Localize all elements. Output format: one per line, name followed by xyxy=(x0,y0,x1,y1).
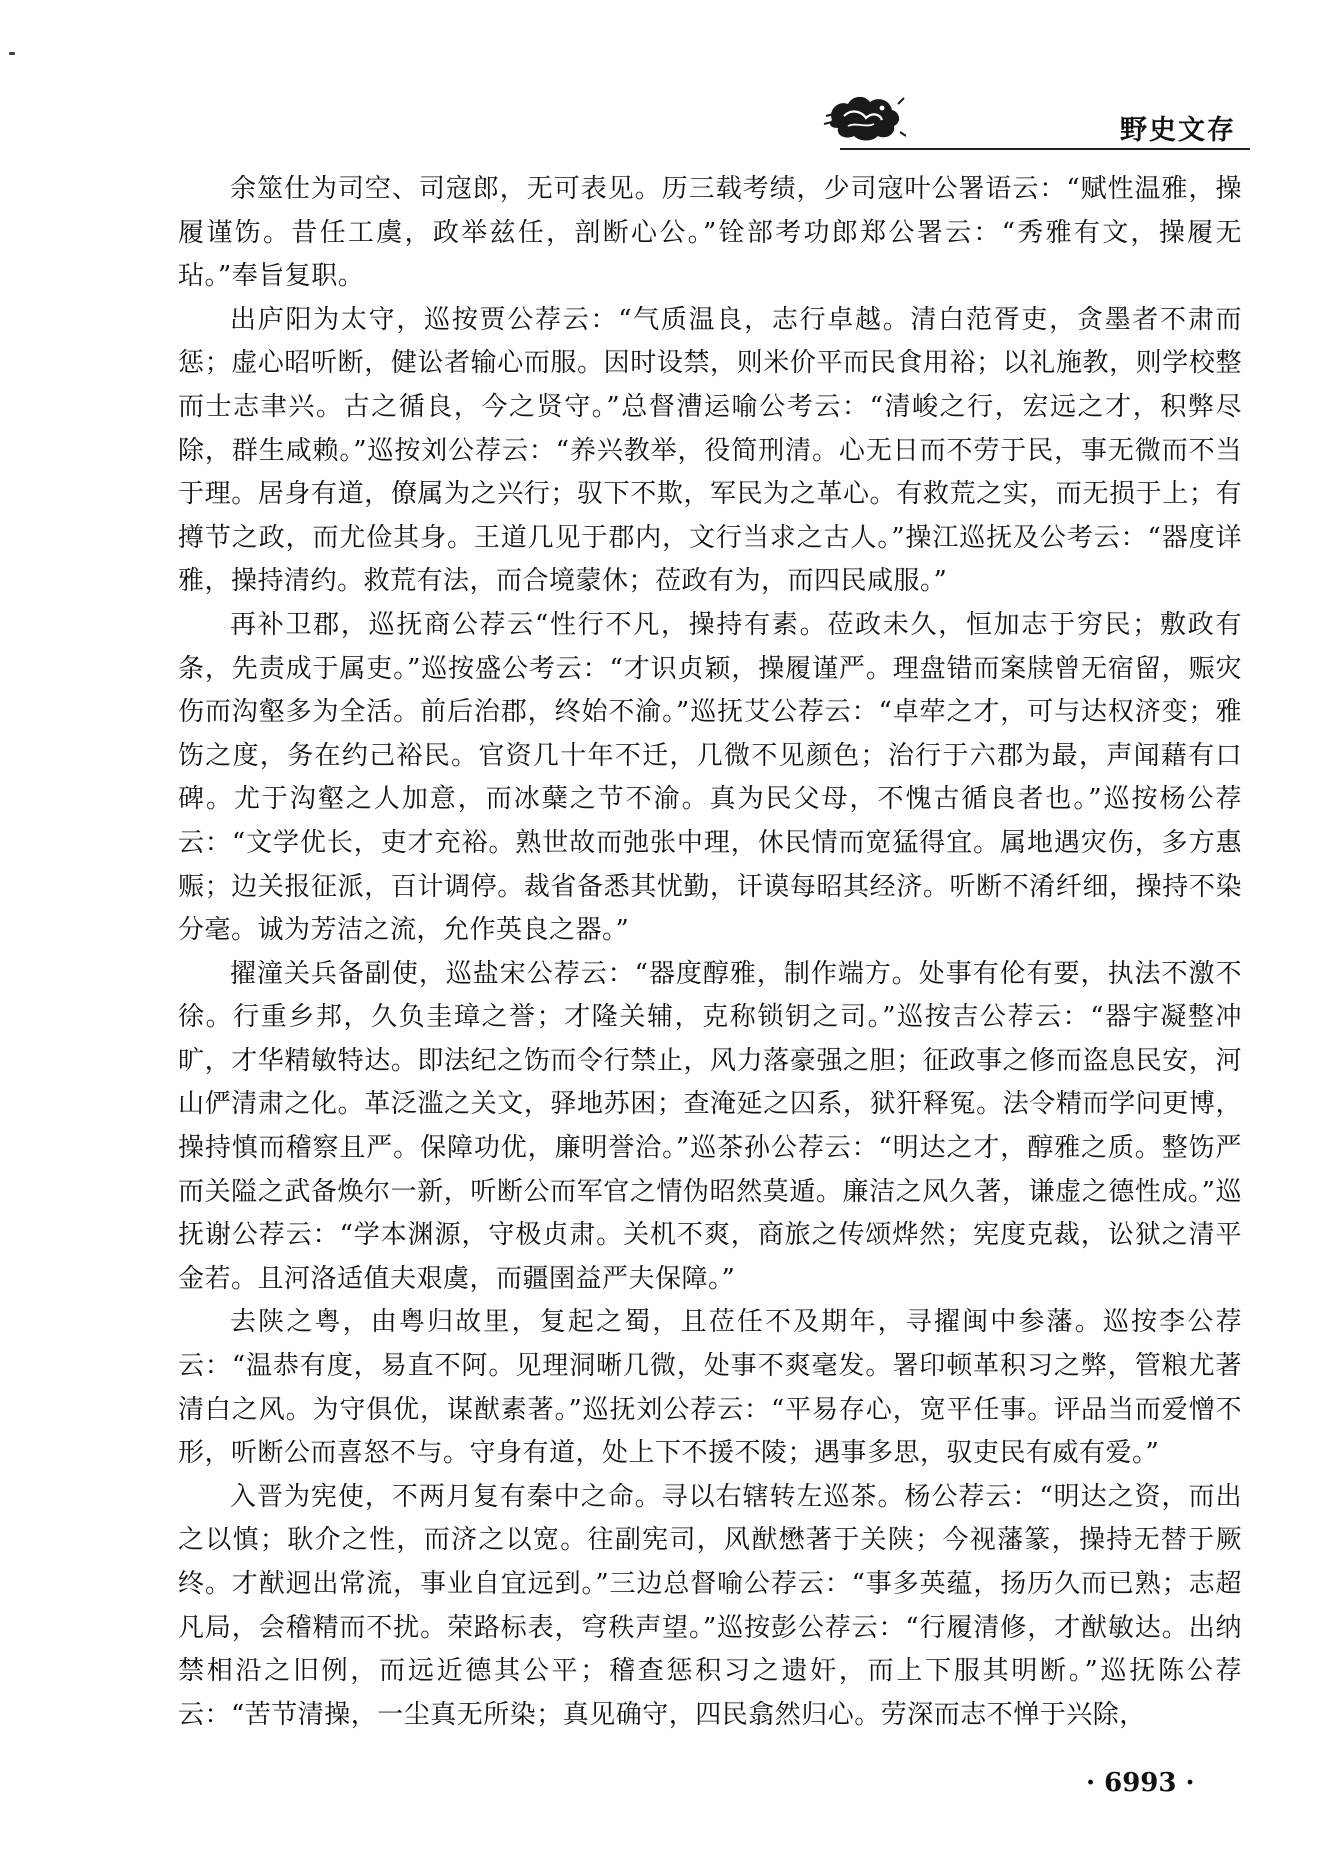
header-rule xyxy=(840,148,1250,150)
paragraph: 去陕之粤，由粤归故里，复起之蜀，且莅任不及期年，寻擢闽中参藩。巡按李公荐云：“温恭有度，易直不阿。见理洞晰几微，处事不爽毫发。署印顿革积习之弊，管粮尤著清白之风。为守俱优，谋猷素著。”巡抚刘公荐云：“平易存心，宽平任事。评品当而爱憎不形，听断公而喜怒不与。守身有道，处上下不援不陵；遇事多思，驭吏民有威有爱。” xyxy=(178,1307,1242,1469)
running-header-title: 野史文存 xyxy=(1120,115,1236,146)
paragraph: 余筮仕为司空、司寇郎，无可表见。历三载考绩，少司寇叶公署语云：“赋性温雅，操履谨饬。昔任工虞，政举兹任，剖断心公。”铨部考功郎郑公署云：“秀雅有文，操履无玷。”奉旨复职。 xyxy=(178,174,1242,292)
paragraph: 擢潼关兵备副使，巡盐宋公荐云：“器度醇雅，制作端方。处事有伦有要，执法不激不徐。行重乡邦，久负圭璋之誉；才隆关辅，克称锁钥之司。”巡按吉公荐云：“器宇凝整冲旷，才华精敏特达。即法纪之饬而令行禁止，风力落豪强之胆；征政事之修而盗息民安，河山俨清肃之化。革泛滥之关文，驿地苏困；查淹延之囚系，狱犴释冤。法令精而学问更博，操持慎而稽察且严。保障功优，廉明誉洽。”巡茶孙公荐云：“明达之才，醇雅之质。整饬严而关隘之武备焕尔一新，听断公而军官之情伪昭然莫遁。廉洁之风久著，谦虚之德性成。”巡抚谢公荐云：“学本渊源，守极贞肃。关机不爽，商旅之传颂烨然；宪度克裁，讼狱之清平金若。且河洛适值夫艰虞，而疆圉益严夫保障。” xyxy=(178,958,1242,1294)
body-text xyxy=(178,168,1242,1737)
paragraph: 入晋为宪使，不两月复有秦中之命。寻以右辖转左巡茶。杨公荐云：“明达之资，而出之以慎；耿介之性，而济之以宽。往副宪司，风猷懋著于关陕；今视藩篆，操持无替于厥终。才猷迥出常流，事业自宜远到。”三边总督喻公荐云：“事多英蕴，扬历久而已熟；志超凡局，会稽精而不扰。荣路标表，穹秩声望。”巡按彭公荐云：“行履清修，才猷敏达。出纳禁相沿之旧例，而远近德其公平；稽查惩积习之遗奸，而上下服其明断。”巡抚陈公荐云：“苦节清操，一尘真无所染；真见确守，四民翕然归心。劳深而志不惮于兴除， xyxy=(178,1481,1242,1730)
paragraph: 出庐阳为太守，巡按贾公荐云：“气质温良，志行卓越。清白范胥吏，贪墨者不肃而惩；虚心昭听断，健讼者输心而服。因时设禁，则米价平而民食用裕；以礼施教，则学校整而士志聿兴。古之循良，今之贤守。”总督漕运喻公考云：“清峻之行，宏远之才，积弊尽除，群生咸赖。”巡按刘公荐云：“养兴教举，役简刑清。心无日而不劳于民，事无微而不当于理。居身有道，僚属为之兴行；驭下不欺，军民为之革心。有救荒之实，而无损于上；有撙节之政，而尤俭其身。王道几见于郡内，文行当求之古人。”操江巡抚及公考云：“器度详雅，操持清约。救荒有法，而合境蒙休；莅政有为，而四民咸服。” xyxy=(178,304,1242,597)
dragon-emblem-icon xyxy=(822,86,906,146)
scan-speck xyxy=(9,52,15,55)
paragraph: 再补卫郡，巡抚商公荐云“性行不凡，操持有素。莅政未久，恒加志于穷民；敷政有条，先责成于属吏。”巡按盛公考云：“才识贞颖，操履谨严。理盘错而案牍曾无宿留，赈灾伤而沟壑多为全活。前后治郡，终始不渝。”巡抚艾公荐云：“卓荦之才，可与达权济变；雅饬之度，务在约己裕民。官资几十年不迁，几微不见颜色；治行于六郡为最，声闻藉有口碑。尤于沟壑之人加意，而冰蘖之节不渝。真为民父母，不愧古循良者也。”巡按杨公荐云：“文学优长，吏才充裕。熟世故而弛张中理，休民情而宽猛得宜。属地遇灾伤，多方惠赈；边关报征派，百计调停。裁省备悉其忧勤，讦谟每昭其经济。听断不淆纤细，操持不染分毫。诚为芳洁之流，允作英良之器。” xyxy=(178,609,1242,946)
page-number: · 6993 · xyxy=(1086,1768,1195,1798)
